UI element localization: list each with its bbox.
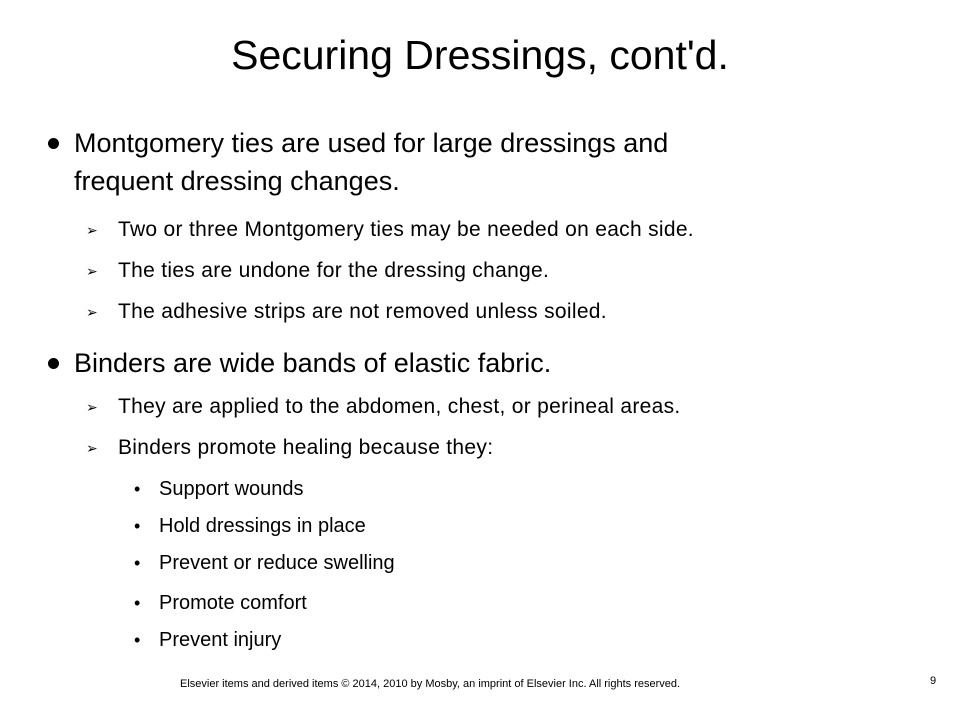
dot-bullet-icon: • — [134, 479, 141, 499]
round-bullet-icon — [48, 138, 59, 149]
bullet-text-line: Montgomery ties are used for large dressings and — [74, 128, 669, 158]
arrow-bullet-icon: ➢ — [86, 263, 99, 279]
sub-bullet-text: The ties are undone for the dressing change. — [118, 259, 550, 282]
sub-bullet-text: They are applied to the abdomen, chest, or perineal areas. — [118, 395, 681, 418]
sub-bullet-item — [86, 393, 918, 421]
minor-bullet-text: Prevent or reduce swelling — [159, 552, 395, 574]
minor-bullet-item — [134, 550, 859, 576]
sub-bullet-item — [86, 434, 918, 462]
copyright-footer: Elsevier items and derived items © 2014, 2010 by Mosby, an imprint of Elsevier Inc. All rights reserved. — [180, 678, 681, 690]
dot-bullet-icon: • — [134, 630, 141, 650]
bullet-text-line: frequent dressing changes. — [74, 166, 400, 196]
sub-bullet-item — [86, 257, 918, 285]
bullet-text-line: Binders are wide bands of elastic fabric. — [74, 348, 552, 378]
arrow-bullet-icon: ➢ — [86, 222, 99, 238]
arrow-bullet-icon: ➢ — [86, 440, 99, 456]
slide-title: Securing Dressings, cont'd. — [231, 32, 729, 78]
dot-bullet-icon: • — [134, 553, 141, 573]
sub-bullet-text: The adhesive strips are not removed unless soiled. — [118, 300, 607, 323]
sub-bullet-text: Two or three Montgomery ties may be needed on each side. — [118, 218, 694, 241]
minor-bullet-item — [134, 590, 859, 616]
minor-bullet-text: Prevent injury — [159, 629, 282, 651]
arrow-bullet-icon: ➢ — [86, 304, 99, 320]
minor-bullet-item — [134, 627, 859, 653]
bullet-item — [74, 344, 874, 382]
minor-bullet-item — [134, 513, 859, 539]
minor-bullet-text: Support wounds — [159, 478, 304, 500]
page-number: 9 — [930, 675, 937, 687]
minor-bullet-text: Promote comfort — [159, 592, 307, 614]
sub-bullet-item — [86, 216, 918, 244]
sub-bullet-item — [86, 298, 918, 326]
dot-bullet-icon: • — [134, 593, 141, 613]
bullet-item — [74, 124, 874, 200]
sub-bullet-text: Binders promote healing because they: — [118, 436, 494, 459]
round-bullet-icon — [48, 358, 59, 369]
minor-bullet-item — [134, 476, 859, 502]
arrow-bullet-icon: ➢ — [86, 399, 99, 415]
dot-bullet-icon: • — [134, 516, 141, 536]
minor-bullet-text: Hold dressings in place — [159, 515, 366, 537]
